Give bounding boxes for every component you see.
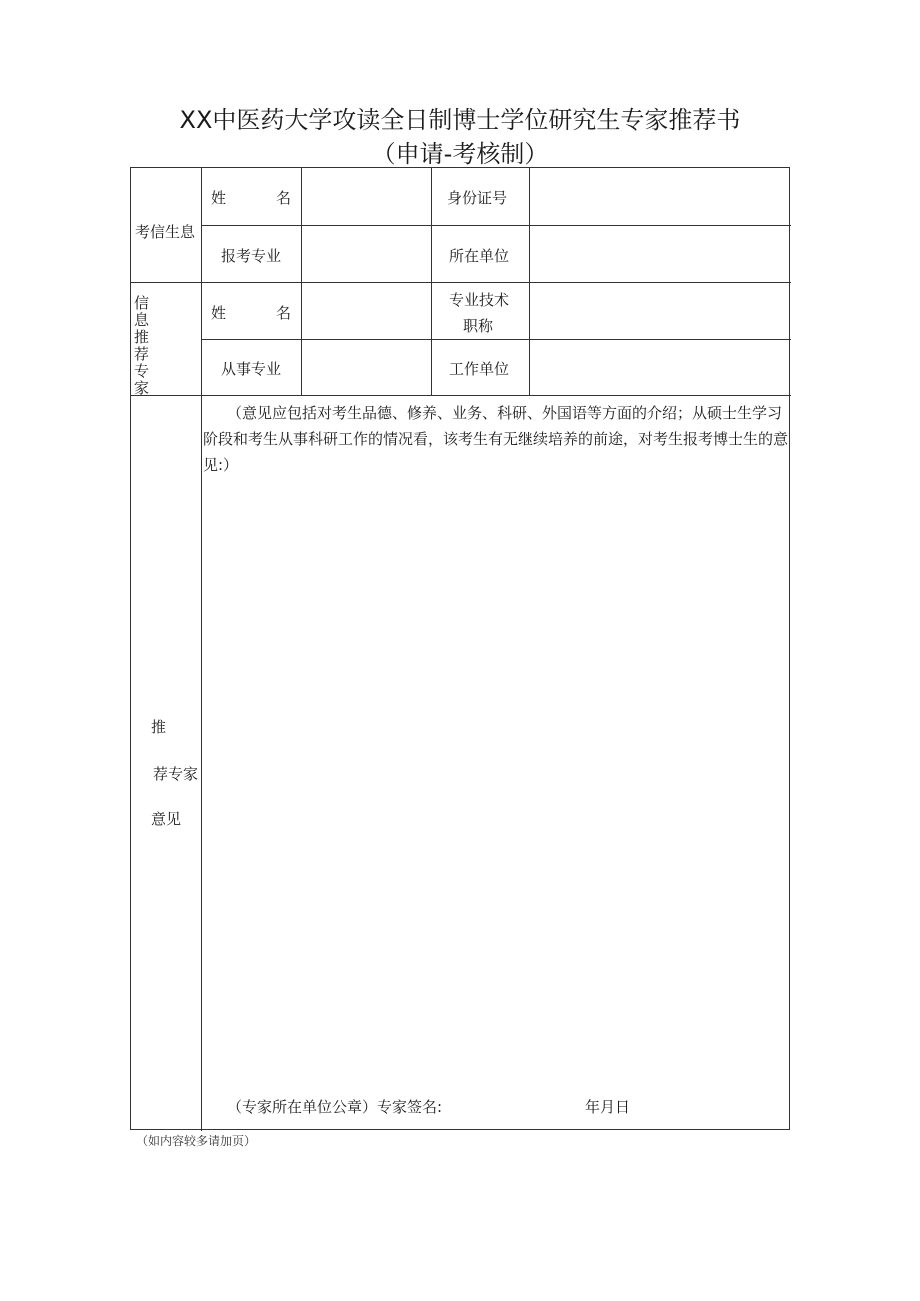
candidate-major-label: 报考专业	[221, 247, 282, 265]
opinion-label-2: 荐专家	[153, 765, 199, 783]
expert-name-label: 姓 名	[211, 304, 291, 322]
footnote: （如内容较多请加页）	[136, 1134, 257, 1148]
title-line-1: XX中医药大学攻读全日制博士学位研究生专家推荐书	[179, 106, 741, 134]
title-line-2: （申请-考核制）	[371, 140, 549, 168]
opinion-instruction: （意见应包括对考生品德、修养、业务、科研、外国语等方面的介绍；从硕士生学习阶段和考生从事科研工作的情况看，该考生有无继续培养的前途，对考生报考博士生的意见:）	[203, 404, 789, 474]
expert-title-label-2: 职称	[463, 317, 494, 335]
expert-unit-field[interactable]	[530, 340, 789, 395]
expert-field-label: 从事专业	[221, 360, 282, 378]
expert-title-field[interactable]	[530, 283, 789, 339]
divider	[431, 168, 432, 395]
date-label: 年月日	[585, 1098, 631, 1116]
candidate-major-field[interactable]	[302, 226, 430, 282]
opinion-label-1: 推	[151, 718, 167, 736]
candidate-section-label: 考信生息	[135, 223, 196, 241]
document-title	[130, 103, 790, 171]
divider	[131, 395, 791, 396]
expert-title-label-1: 专业技术	[449, 291, 510, 309]
expert-section-label: 信息推荐专家	[134, 294, 150, 397]
candidate-unit-field[interactable]	[530, 226, 789, 282]
recommendation-form	[130, 167, 790, 1130]
candidate-id-field[interactable]	[530, 169, 789, 225]
opinion-label-3: 意见	[151, 810, 182, 828]
expert-name-field[interactable]	[302, 283, 430, 339]
expert-unit-label: 工作单位	[449, 360, 510, 378]
candidate-id-label: 身份证号	[447, 189, 508, 207]
opinion-text-area[interactable]	[203, 478, 789, 1078]
divider	[201, 168, 202, 1131]
signature-label: （专家所在单位公章）专家签名:	[227, 1098, 443, 1116]
candidate-unit-label: 所在单位	[449, 247, 510, 265]
candidate-name-field[interactable]	[302, 169, 430, 225]
expert-field-field[interactable]	[302, 340, 430, 395]
candidate-name-label: 姓 名	[211, 189, 291, 207]
